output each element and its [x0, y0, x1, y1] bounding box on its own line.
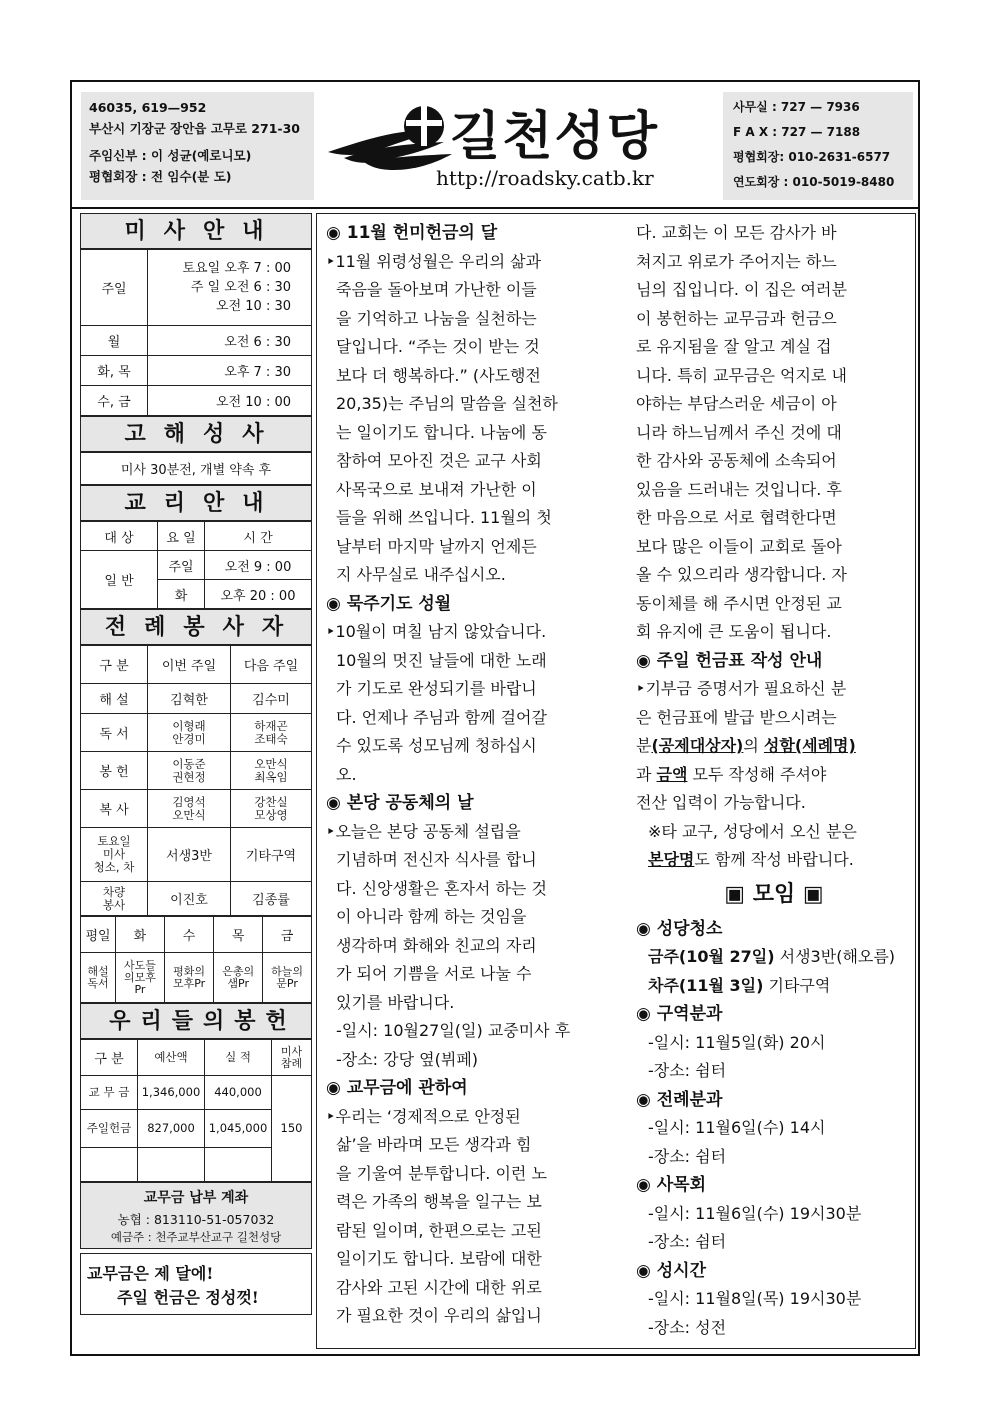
text-line: 한 마음으로 서로 협력한다면 — [636, 508, 837, 527]
offering-budget: 1,346,000 — [138, 1076, 205, 1110]
offering-attendance: 150 — [272, 1076, 312, 1182]
text-line: 을 기울여 분투합니다. 이런 노 — [336, 1163, 547, 1183]
catechism-group: 일 반 — [81, 551, 158, 609]
catechism-header: 요 일 — [158, 522, 205, 551]
text-line: -장소: 쉼터 — [648, 1061, 727, 1080]
confession-text: 미사 30분전, 개별 약속 후 — [81, 453, 312, 485]
text-line: ‣오늘은 본당 공동체 설립을 — [326, 821, 521, 841]
text-line: -일시: 11월5일(화) 20시 — [648, 1032, 826, 1052]
text-line: -일시: 10월27일(일) 교중미사 후 — [336, 1021, 571, 1040]
text-line: 력은 가족의 행복을 일구는 보 — [336, 1192, 542, 1211]
section-heading: ◉ 묵주기도 성월 — [326, 593, 452, 614]
section-heading: ◉ 주일 헌금표 작성 안내 — [636, 650, 823, 671]
text-line: 로 유지됨을 잘 알고 계실 겁 — [636, 337, 832, 356]
server-next: 오만식 최옥임 — [231, 752, 312, 790]
council-president: 평협회장 : 전 임수(분 도) — [89, 169, 232, 184]
motto-line1: 교무금은 제 달에! — [87, 1264, 214, 1283]
text-line: -일시: 11월8일(목) 19시30분 — [648, 1289, 862, 1308]
logo — [318, 90, 718, 200]
text-line: 지 사무실로 내주십시오. — [336, 565, 506, 584]
text-line: 보다 더 행복하다.” (사도행전 — [336, 365, 541, 385]
account-box — [80, 1182, 312, 1249]
text-line: 기념하며 전신자 식사를 합니 — [336, 850, 537, 869]
server-next: 김종률 — [231, 882, 312, 916]
catechism-title: 교리안내 — [80, 485, 312, 521]
text-line: 가 되어 기쁨을 서로 나눌 수 — [336, 964, 532, 983]
text-line: 오. — [336, 764, 357, 784]
text-line: -장소: 성전 — [648, 1317, 727, 1337]
text-line: 들을 위해 쓰입니다. 11월의 첫 — [336, 508, 552, 527]
fax: F A X : 727 — 7188 — [733, 125, 861, 139]
offering-actual: 1,045,000 — [205, 1110, 272, 1148]
text-span: 모두 작성해 주셔야 — [687, 764, 827, 784]
column-left — [326, 219, 626, 1331]
catechism-table — [80, 521, 312, 609]
sidebar — [80, 213, 312, 1315]
text-line — [636, 732, 912, 761]
server-this: 서생3반 — [148, 828, 231, 882]
text-line: 생각하며 화해와 친교의 자리 — [336, 935, 537, 955]
text-span: 금액 — [656, 764, 688, 784]
section-body — [326, 248, 626, 590]
text-line: 수 있도록 성모님께 청하십시 — [336, 736, 537, 755]
text-span: 분 — [636, 736, 652, 755]
text-line: 니다. 특히 교무금은 억지로 내 — [636, 365, 847, 385]
mass-sunday-line: 주 일 오전 6 : 30 — [190, 280, 291, 295]
text-line: 다. 신앙생활은 혼자서 하는 것 — [336, 878, 547, 898]
text-line: 야하는 부담스러운 세금이 아 — [636, 394, 837, 413]
text-span: (공제대상자) — [651, 736, 744, 755]
text-line: 10월의 멋진 날들에 대한 노래 — [336, 650, 547, 670]
text-line: 전산 입력이 가능합니다. — [636, 793, 806, 812]
text-line: 람된 일이며, 한편으로는 고된 — [336, 1220, 542, 1240]
catechism-time: 오전 9 : 00 — [205, 551, 312, 580]
text-span: 금주(10월 27일) — [648, 947, 775, 966]
offering-label: 주일헌금 — [81, 1110, 138, 1148]
text-line: ‣기부금 증명서가 필요하신 분 — [636, 679, 847, 698]
header-rule — [72, 207, 918, 209]
text-span: 의 — [743, 736, 764, 755]
offering-empty — [138, 1148, 205, 1182]
server-this: 이형래 안경미 — [148, 714, 231, 752]
server-this: 김혁한 — [148, 684, 231, 714]
text-line: -장소: 쉼터 — [648, 1146, 727, 1166]
text-line: 사목국으로 보내져 가난한 이 — [336, 479, 537, 499]
text-line: 님의 집입니다. 이 집은 여러분 — [636, 280, 847, 299]
mass-sunday-line: 토요일 오후 7 : 00 — [182, 261, 291, 276]
text-line: 다. 교회는 이 모든 감사가 바 — [636, 223, 837, 242]
text-line: ‣우리는 ‘경제적으로 안정된 — [326, 1106, 521, 1126]
mass-day: 수, 금 — [81, 386, 148, 416]
text-span: 성함(세례명) — [763, 736, 856, 755]
mass-sunday-label: 주일 — [81, 250, 148, 326]
catechism-header: 대 상 — [81, 522, 158, 551]
parish-title: 길천성당 — [450, 107, 659, 167]
server-this: 김영석 오만식 — [148, 790, 231, 828]
offering-actual: 440,000 — [205, 1076, 272, 1110]
section-heading: ◉ 전례분과 — [636, 1089, 723, 1110]
text-line: 한 감사와 공동체에 소속되어 — [636, 451, 837, 470]
text-line: 죽음을 돌아보며 가난한 이들 — [336, 280, 537, 299]
text-line: -장소: 쉼터 — [648, 1232, 727, 1251]
section-heading: ◉ 구역분과 — [636, 1004, 723, 1024]
weekday-value: 사도들 의모후 Pr — [116, 953, 165, 1003]
text-line: 일이기도 합니다. 보람에 대한 — [336, 1249, 542, 1268]
address: 부산시 기장군 장안읍 고무로 271-30 — [89, 121, 300, 136]
text-line: 삶’을 바라며 모든 생각과 힘 — [336, 1135, 532, 1154]
column-right — [636, 219, 912, 1342]
servers-table — [80, 645, 312, 916]
text-line: 동이체를 해 주시면 안정된 교 — [636, 593, 842, 613]
office-phone: 사무실 : 727 — 7936 — [733, 100, 860, 114]
text-line: 감사와 고된 시간에 대한 위로 — [336, 1277, 542, 1297]
mass-sunday-times — [148, 250, 312, 326]
weekday-header: 목 — [214, 917, 263, 953]
text-line: ‣11월 위령성월은 우리의 삶과 — [326, 251, 542, 271]
server-role: 해 설 — [81, 684, 148, 714]
account-holder: 예금주 : 천주교부산교구 길천성당 — [110, 1230, 282, 1244]
text-line: 니라 하느님께서 주신 것에 대 — [636, 422, 842, 442]
weekday-header: 수 — [164, 917, 213, 953]
catechism-time: 오후 20 : 00 — [205, 580, 312, 609]
server-role: 봉 헌 — [81, 752, 148, 790]
section-heading: ◉ 성당청소 — [636, 918, 723, 939]
text-line — [636, 943, 912, 972]
text-line: 있기를 바랍니다. — [336, 992, 455, 1012]
text-line: 을 기억하고 나눔을 실천하는 — [336, 308, 537, 328]
offering-label: 교 무 금 — [81, 1076, 138, 1110]
section-body — [636, 219, 912, 647]
weekday-header: 화 — [116, 917, 165, 953]
text-line: 는 일이기도 합니다. 나눔에 동 — [336, 422, 547, 442]
weekday-value: 평화의 모후Pr — [164, 953, 213, 1003]
servers-header: 다음 주일 — [231, 646, 312, 684]
pastor: 주임신부 : 이 성균(예로니모) — [89, 148, 252, 163]
text-span: 차주(11월 3일) — [648, 975, 764, 995]
text-line: 날부터 마지막 날까지 언제든 — [336, 536, 537, 556]
section-body — [326, 618, 626, 789]
text-line: 참하여 모아진 것은 교구 사회 — [336, 451, 542, 470]
account-bank: 농협 : 813110-51-057032 — [117, 1212, 275, 1227]
text-line — [636, 972, 912, 1001]
parish-url[interactable]: http://roadsky.catb.kr — [436, 166, 654, 190]
meetings-heading: ▣ 모임 ▣ — [724, 881, 824, 907]
weekday-header: 금 — [263, 917, 312, 953]
mass-sunday-line: 오전 10 : 30 — [216, 299, 291, 314]
mass-day: 월 — [81, 326, 148, 356]
catechism-day: 주일 — [158, 551, 205, 580]
weekday-table — [80, 916, 312, 1003]
mass-title: 미사안내 — [80, 213, 312, 249]
catechism-header: 시 간 — [205, 522, 312, 551]
offering-empty — [205, 1148, 272, 1182]
text-line: 쳐지고 위로가 주어지는 하느 — [636, 251, 837, 271]
offering-table — [80, 1039, 312, 1182]
parish-info — [81, 92, 314, 200]
text-line: 있음을 드러내는 것입니다. 후 — [636, 479, 842, 499]
text-span: 과 — [636, 764, 657, 784]
text-line: 보다 많은 이들이 교회로 돌아 — [636, 536, 842, 556]
weekday-header: 평일 — [81, 917, 116, 953]
server-this: 이진호 — [148, 882, 231, 916]
text-line: 다. 언제나 주님과 함께 걸어갈 — [336, 707, 547, 727]
weekday-value: 은총의 샘Pr — [214, 953, 263, 1003]
servers-header: 구 분 — [81, 646, 148, 684]
section-heading: ◉ 11월 헌미헌금의 달 — [326, 223, 498, 243]
text-span: 본당명 — [648, 850, 695, 869]
council-phone: 평협회장: 010-2631-6577 — [733, 150, 891, 164]
youth-phone: 연도회장 : 010-5019-8480 — [733, 175, 895, 189]
server-next: 김수미 — [231, 684, 312, 714]
server-role: 차량 봉사 — [81, 882, 148, 916]
text-line: 가 기도로 완성되기를 바랍니 — [336, 679, 537, 698]
mass-day: 화, 목 — [81, 356, 148, 386]
mass-table — [80, 249, 312, 416]
contact-info — [723, 92, 913, 200]
offering-title: 우리들의봉헌 — [80, 1003, 312, 1039]
text-line: 이 봉헌하는 교무금과 헌금으 — [636, 308, 837, 328]
section-heading: ◉ 교무금에 관하여 — [326, 1078, 468, 1098]
text-line: 달입니다. “주는 것이 받는 것 — [336, 337, 540, 356]
servers-header: 이번 주일 — [148, 646, 231, 684]
server-next: 강찬실 모상영 — [231, 790, 312, 828]
section-body — [326, 818, 626, 1075]
account-title: 교무금 납부 계좌 — [143, 1190, 249, 1206]
mass-time: 오전 6 : 30 — [148, 326, 312, 356]
weekday-value: 하늘의 문Pr — [263, 953, 312, 1003]
offering-header: 실 적 — [205, 1040, 272, 1076]
motto-line2: 주일 헌금은 정성껏! — [117, 1288, 259, 1307]
server-next: 하재곤 조태숙 — [231, 714, 312, 752]
text-line: ‣10월이 며칠 남지 않았습니다. — [326, 622, 547, 641]
text-span: 도 함께 작성 바랍니다. — [694, 850, 854, 869]
weekday-role: 해설 독서 — [81, 953, 116, 1003]
section-heading: ◉ 성시간 — [636, 1260, 707, 1281]
text-line — [636, 761, 912, 790]
server-this: 이동준 권현정 — [148, 752, 231, 790]
text-line: -장소: 강당 옆(뷔페) — [336, 1049, 479, 1069]
offering-header: 미사 참례 — [272, 1040, 312, 1076]
offering-header: 예산액 — [138, 1040, 205, 1076]
server-role: 독 서 — [81, 714, 148, 752]
server-role: 토요일 미사 청소, 차 — [81, 828, 148, 882]
offering-budget: 827,000 — [138, 1110, 205, 1148]
text-span: 기타구역 — [763, 975, 831, 995]
offering-empty — [81, 1148, 138, 1182]
section-heading: ◉ 사목회 — [636, 1175, 707, 1195]
text-line: 20,35)는 주님의 말씀을 실천하 — [336, 394, 558, 413]
server-next: 기타구역 — [231, 828, 312, 882]
servers-title: 전례봉사자 — [80, 609, 312, 645]
text-span: 서생3반(해오름) — [774, 947, 896, 966]
section-heading: ◉ 본당 공동체의 날 — [326, 793, 474, 813]
catechism-day: 화 — [158, 580, 205, 609]
offering-header: 구 분 — [81, 1040, 138, 1076]
mass-time: 오전 10 : 00 — [148, 386, 312, 416]
text-line: ※타 교구, 성당에서 오신 분은 — [648, 821, 857, 841]
mass-time: 오후 7 : 30 — [148, 356, 312, 386]
server-role: 복 사 — [81, 790, 148, 828]
text-line: 가 필요한 것이 우리의 삶입니 — [336, 1306, 542, 1325]
text-line: 은 헌금표에 발급 받으시려는 — [636, 707, 837, 727]
text-line: 회 유지에 큰 도움이 됩니다. — [636, 622, 832, 641]
confession-title: 고해성사 — [80, 416, 312, 452]
postal-code: 46035, 619—952 — [89, 100, 207, 115]
text-line: 이 아니라 함께 하는 것임을 — [336, 907, 527, 926]
text-line — [636, 846, 912, 875]
text-line: -일시: 11월6일(수) 19시30분 — [648, 1203, 862, 1223]
confession-table — [80, 452, 312, 485]
text-line: -일시: 11월6일(수) 14시 — [648, 1118, 826, 1137]
motto-box — [80, 1253, 312, 1315]
text-line: 올 수 있으리라 생각합니다. 자 — [636, 565, 847, 584]
section-body — [326, 1103, 626, 1331]
